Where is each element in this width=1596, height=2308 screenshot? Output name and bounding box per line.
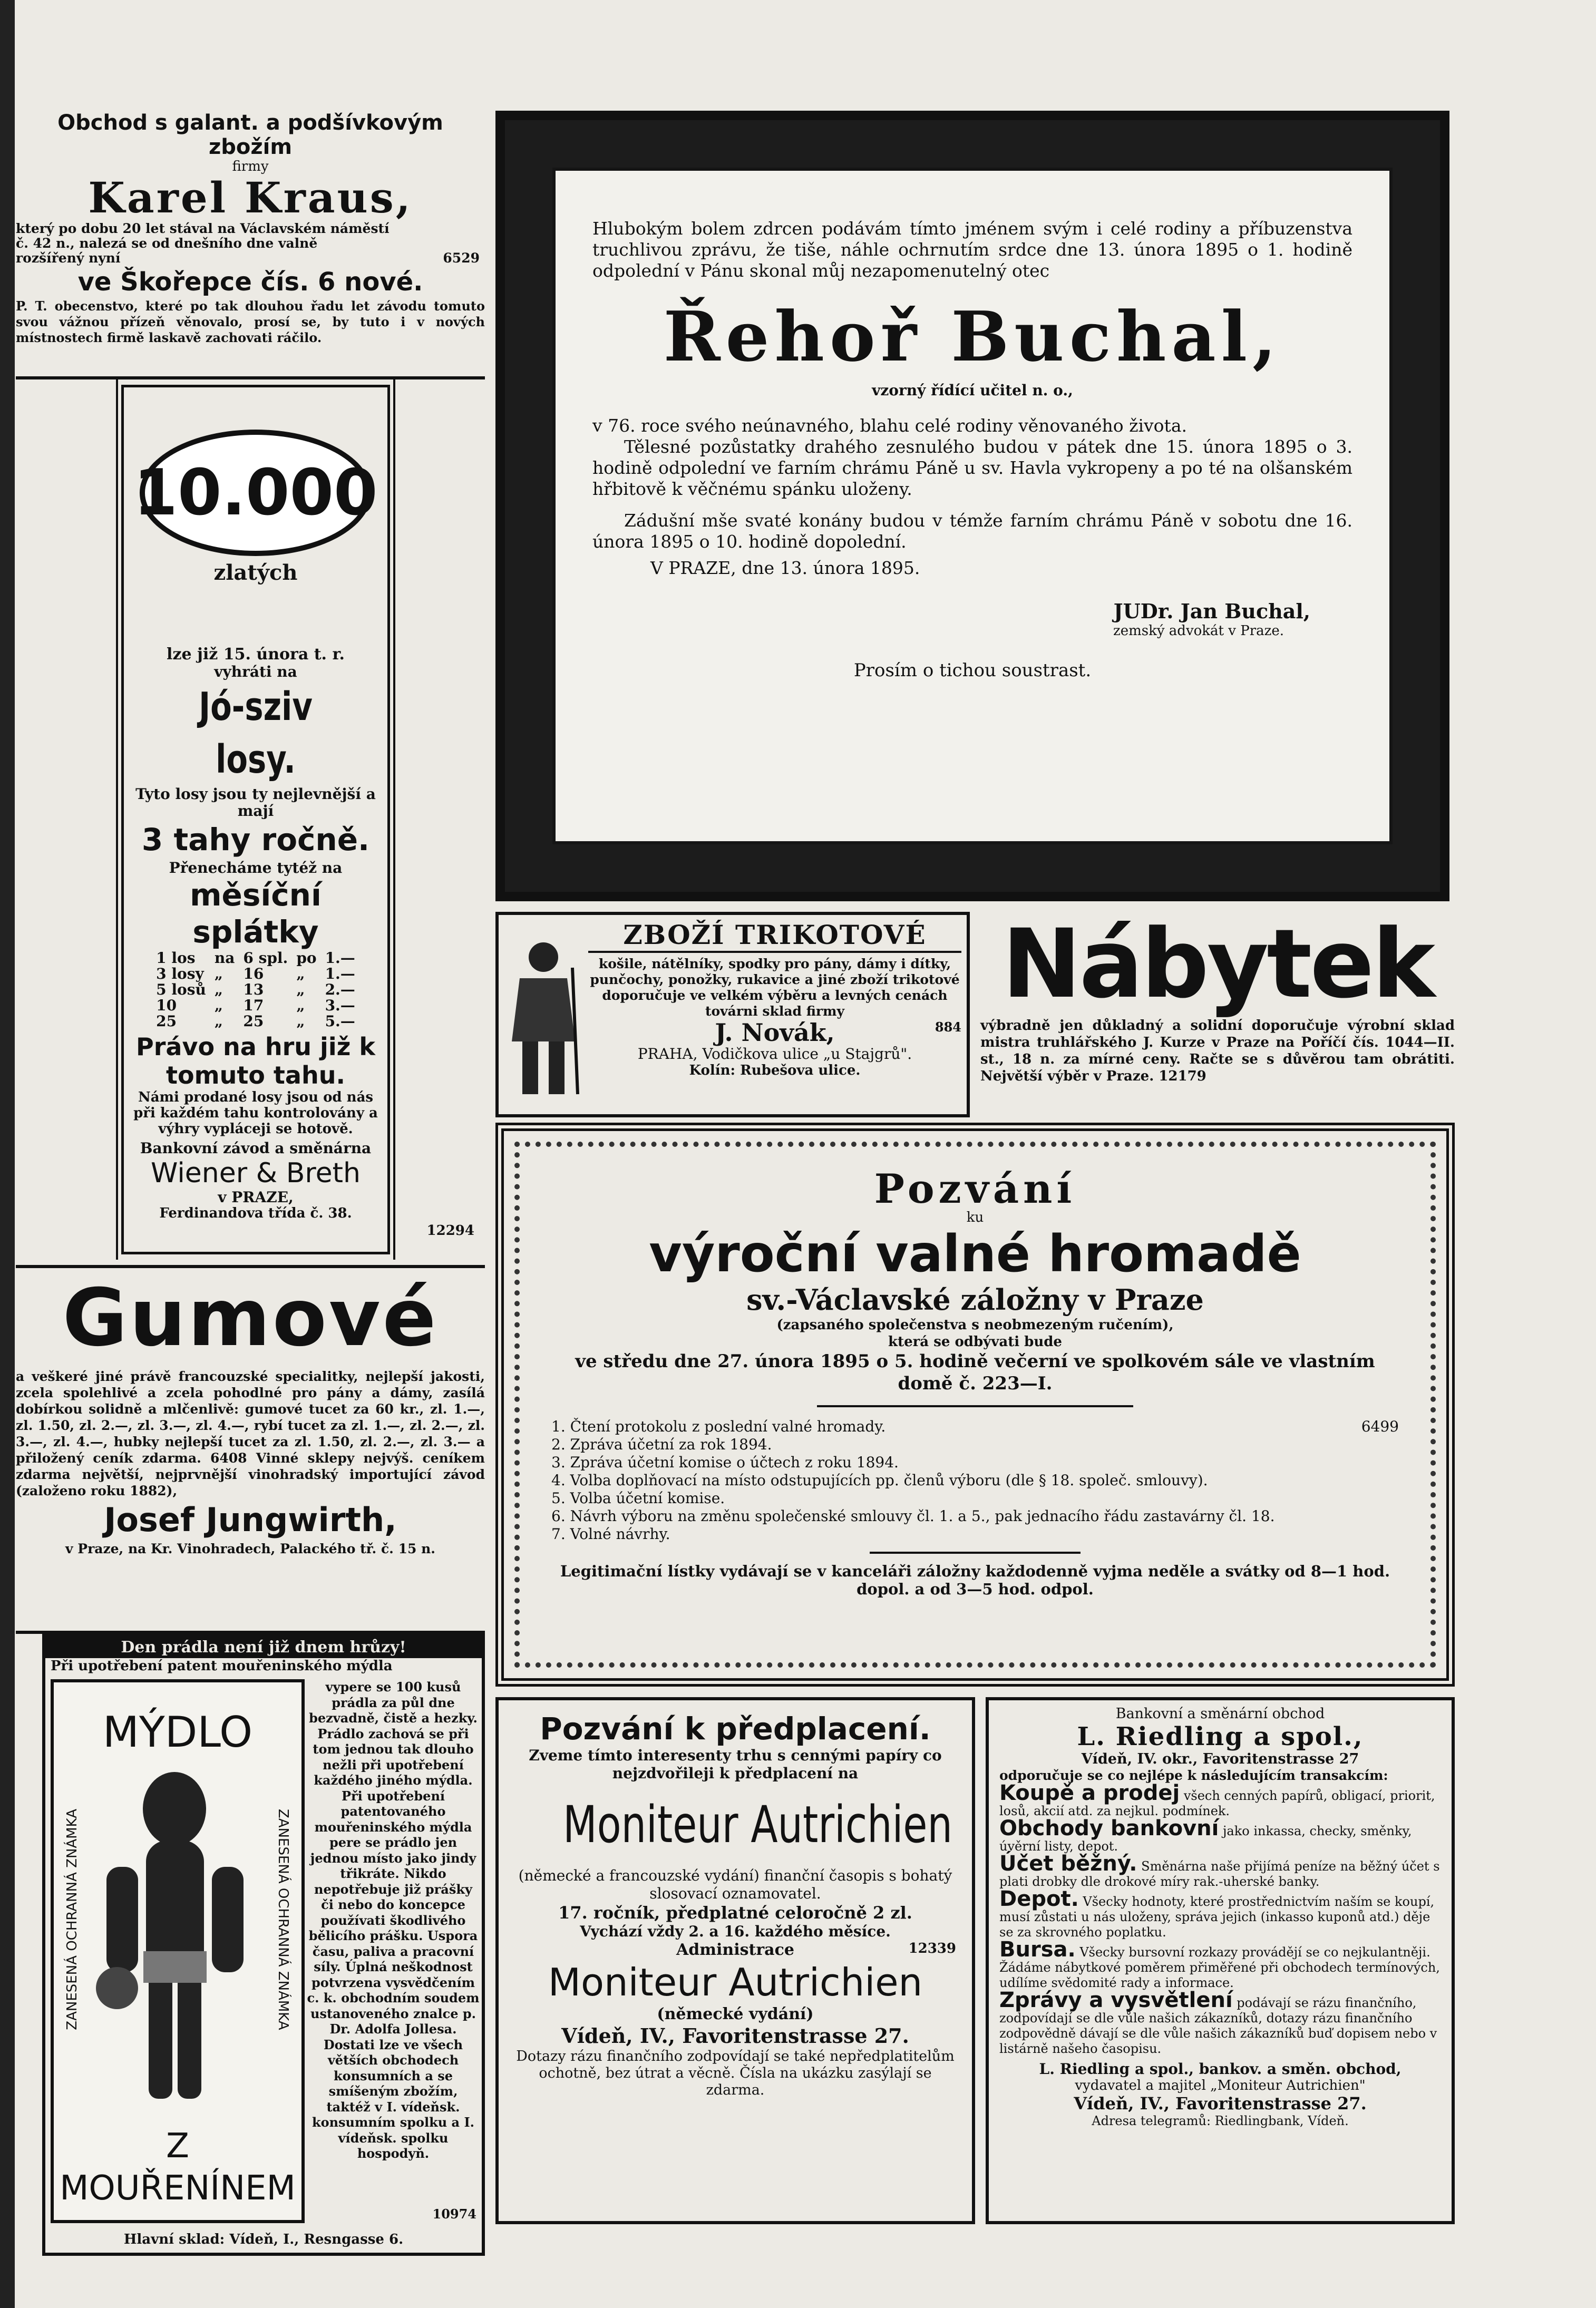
bank-item-text: všech cenných papírů, obligací, priorit, losů, akcií atd. za nejkul. podmínek.: [999, 1788, 1435, 1818]
invitation-name: sv.-Václavské záložny v Praze: [746, 1283, 1204, 1317]
list-item: [999, 1937, 1441, 1991]
gumove-title: Gumové: [62, 1272, 439, 1364]
tricot-text: košile, nátělníky, spodky pro pány, dámy i dítky, punčochy, ponožky, rukavice a jiné zboží trikotové doporučuje ve velkém výběru a levných cenách továrni sklad firmy: [590, 956, 960, 1019]
moor-figure-icon: [54, 1761, 295, 2130]
soap-badge-bottom: Z MOUŘENÍNEM: [60, 2127, 296, 2208]
lottery-unit: zlatých: [213, 560, 298, 585]
obituary-text4: Zádušní mše svaté konány budou v témže farním chrámu Páně v sobotu dne 16. února 1895 o 10. hodině dopolední.: [592, 510, 1352, 552]
list-item: 1. Čtení protokolu z poslední valné hromady.: [551, 1418, 886, 1435]
kraus-line4: č. 42 n., nalezá se od dnešního dne valně: [16, 236, 318, 251]
soap-text: vypere se 100 kusů prádla za půl dne bezvadně, čistě a hezky. Prádlo zachová se při tom jednou tak dlouho nežli při upotřebení každého jiného mýdla. Při upotřebení patentovaného mouřeninského mýdla pere se prádlo jen jednou místo jako jindy třikráte. Nikdo nepotřebuje již prášky či nebo do koncepce používati škodlivého bělicího prášku. Uspora času, paliva a pracovní síly. Úplná neškodnost potvrzena vysvědčením c. k. obchodním soudem ustanoveného znalce p. Dr. Adolfa Jollesa. Dostati lze ve všech větších obchodech konsumních a se smíšeným zbožím, taktéž v I. vídeňsk. konsumním spolku a I. vídeňsk. spolku hospodyň.: [307, 1679, 480, 2161]
moniteur-admin: Administrace: [676, 1941, 794, 1959]
soap-badge-top: MÝDLO: [102, 1708, 253, 1757]
bank-footer4: Adresa telegramů: Riedlingbank, Vídeň.: [1092, 2114, 1349, 2128]
list-item: 5. Volba účetní komise.: [551, 1489, 725, 1507]
lottery-draws: 3 tahy ročně.: [141, 822, 370, 858]
tricot-ad: [495, 912, 970, 1117]
invitation-k: ku: [966, 1210, 984, 1225]
bank-item-text: Všecky hodnoty, které prostřednictvím naším se koupí, musí zůstati u nás uloženy, správa jejich (inkasso kuponů atd.) děje se za skrovného poplatku.: [999, 1894, 1435, 1940]
invitation-when: ve středu dne 27. února 1895 o 5. hodině večerní ve spolkovém sále ve vlastním domě č. 223—I.: [575, 1351, 1375, 1394]
furniture-text: výbradně jen důkladný a solidní doporučuje výrobní sklad mistra truhlářského J. Kurze v Praze na Poříčí čís. 1044—II. st., 18 n. za mírné ceny. Račte se s důvěrou tam obrátiti. Největší výběr v Praze. 12179: [980, 1018, 1455, 1084]
obituary-plaque: [552, 168, 1393, 844]
obituary-signer-title: zemský advokát v Praze.: [1113, 623, 1284, 639]
kraus-num: 6529: [443, 250, 480, 266]
moniteur-ad: [495, 1697, 975, 2224]
moniteur-year: 17. ročník, předplatné celoročně 2 zl.: [558, 1903, 912, 1923]
bank-item-label: Obchody bankovní: [999, 1816, 1219, 1840]
list-item: [999, 1781, 1441, 1819]
lottery-bank: Bankovní závod a směnárna: [140, 1140, 372, 1157]
moniteur-text1: Zveme tímto interesenty trhu s cennými papíry co nejzdvořileji k předplacení na: [529, 1747, 942, 1782]
list-item: 7. Volné návrhy.: [551, 1525, 670, 1543]
bank-item-text: Všecky bursovní rozkazy provádějí se co nejkulantněji. Žádáme nábytkové poměrem přiměřené při obchodech termínových, udílíme svědomité rady a informace.: [999, 1945, 1440, 1990]
moniteur-title: Pozvání k předplacení.: [540, 1711, 931, 1747]
divider: [870, 1552, 1081, 1554]
lottery-city: v PRAZE,: [218, 1189, 294, 1206]
moniteur-address: Vídeň, IV., Favoritenstrasse 27.: [561, 2024, 909, 2048]
list-item: [999, 1816, 1441, 1854]
tricot-title: ZBOŽÍ TRIKOTOVÉ: [588, 919, 961, 953]
bank-item-label: Účet běžný.: [999, 1852, 1137, 1876]
bank-item-text: Směnárna naše přijímá peníze na běžný účet s plati drobky dle drokové míry rak.-uherské banky.: [999, 1859, 1440, 1889]
invitation-sub: (zapsaného společenstva s neobmezeným ručením),: [776, 1317, 1174, 1333]
invitation-headline: výroční valné hromadě: [649, 1224, 1301, 1283]
lottery-line3: Tyto losy jsou ty nejlevnější a mají: [135, 785, 376, 820]
kraus-address: ve Škořepce čís. 6 nové.: [77, 267, 423, 297]
obituary-closing: Prosím o tichou soustrast.: [853, 660, 1092, 681]
divider: [817, 1405, 1133, 1407]
lottery-title: Jó-sziv losy.: [199, 684, 313, 782]
gumove-text: a veškeré jiné právě francouzské specialitky, nejlepší jakosti, zcela spolehlivé a zcela pohodlné pro pány a dámy, zasílá dobírkou solidně a mlčenlivě: gumové tucet za 60 kr., zl. 1.—, zl. 1.50, zl. 2.—, zl. 3.—, zl. 4.—, rybí tucet za zl. 1.—, zl. 2.—, zl. 3.—, zl. 4.—, hubky nejlepší tucet za zl. 1.50, zl. 2.—, zl. 3.— a přiložený ceník zdarma. 6408 Vinné sklepy nejvýš. ceníkem zdarma největší, nejprvnější vinohradský importující závod (založeno roku 1882),: [16, 1369, 485, 1498]
kraus-name: Karel Kraus,: [88, 173, 413, 222]
gumove-ad: [16, 1265, 485, 1634]
tricot-address: PRAHA, Vodičkova ulice „u Stajgrů".: [637, 1045, 912, 1063]
invitation-ad: [495, 1123, 1455, 1687]
table-row: 5 losů „ 13 „ 2.—: [156, 981, 355, 998]
bank-footer2: vydavatel a majitel „Moniteur Autrichien": [1075, 2078, 1366, 2093]
list-item: [999, 1988, 1441, 2057]
invitation-title: Pozvání: [874, 1165, 1076, 1212]
bank-name: L. Riedling a spol.,: [1077, 1722, 1364, 1751]
soap-ad: [42, 1634, 485, 2256]
obituary-date: V PRAZE, dne 13. února 1895.: [650, 558, 920, 578]
kraus-line1: Obchod s galant. a podšívkovým zbožím: [57, 111, 443, 159]
obituary-title: vzorný řídící učitel n. o.,: [872, 382, 1073, 399]
bank-line1: Bankovní a směnární obchod: [1115, 1706, 1325, 1722]
moniteur-freq: Vychází vždy 2. a 16. každého měsíce.: [580, 1923, 891, 1940]
kraus-line5: rozšířený nyní: [16, 250, 121, 266]
lottery-line4: Přenecháme tytéž na: [169, 859, 343, 877]
lottery-line2: vyhráti na: [214, 663, 297, 680]
moniteur-name2: Moniteur Autrichien: [548, 1960, 923, 2004]
lottery-installments: měsíční splátky: [190, 877, 322, 950]
table-row: 3 losy „ 16 „ 1.—: [156, 965, 355, 982]
bank-item-text: podávají se rázu finančního, zodpovídají se dle vůle našich zákazníků, dotazy rázu finančního zodpovědně dávají se dle vůle našich zákazníků buď dopisem nebo v listárně našeho časopisu.: [999, 1995, 1437, 2056]
bank-item-label: Bursa.: [999, 1937, 1076, 1962]
gumove-address: v Praze, na Kr. Vinohradech, Palackého tř. č. 15 n.: [65, 1541, 435, 1556]
page-edge: [0, 0, 15, 2308]
bank-item-label: Zprávy a vysvětlení: [999, 1988, 1233, 2012]
tricot-firm: J. Novák,: [715, 1018, 835, 1047]
kraus-text: P. T. obecenstvo, které po tak dlouhou řadu let závodu tomuto svou vážnou přízeň věnovalo, prosí se, by tuto i v nových místnostech firmě laskavě zachovati ráčilo.: [16, 298, 485, 345]
bank-item-label: Koupě a prodej: [999, 1781, 1180, 1805]
list-item: 4. Volba doplňovací na místo odstupujících pp. členů výboru (dle § 18. společ. smlouvy).: [551, 1472, 1208, 1489]
bank-ad: [986, 1697, 1455, 2224]
soap-headline: Den prádla není již dnem hrůzy!: [45, 1637, 482, 1658]
kraus-ad: [16, 111, 485, 379]
moniteur-num: 12339: [908, 1941, 956, 1956]
invitation-num: 6499: [1361, 1418, 1399, 1435]
table-row: 10 „ 17 „ 3.—: [156, 997, 355, 1014]
lottery-table: [152, 950, 359, 1029]
moniteur-text2: (německé a francouzské vydání) finanční časopis s bohatý slosovací oznamovatel.: [518, 1867, 952, 1902]
bank-footer1: L. Riedling a spol., bankov. a směn. obchod,: [1039, 2060, 1402, 2078]
bank-item-text: jako inkassa, checky, směnky, úvěrní listy, depot.: [999, 1824, 1412, 1854]
lottery-text: Námi prodané losy jsou od nás při každém tahu kontrolovány a výhry vypláceji se hotově.: [133, 1089, 378, 1137]
bank-item-label: Depot.: [999, 1887, 1079, 1911]
obituary-text3: Tělesné pozůstatky drahého zesnulého budou v pátek dne 15. února 1895 o 3. hodině odpolední ve farním chrámu Páně u sv. Havla vykropeny a po té na olšanském hřbitově k věčnému spánku uloženy.: [592, 436, 1352, 499]
obituary-ad: [495, 111, 1449, 901]
invitation-sub2: která se odbývati bude: [888, 1334, 1062, 1350]
lottery-line1: lze již 15. února t. r.: [167, 645, 345, 664]
obituary-text1: Hlubokým bolem zdrcen podávám tímto jménem svým i celé rodiny a příbuzenstva truchlivou zprávu, že tiše, náhle ochrnutím srdce dne 13. února 1895 o 1. hodině odpolední v Pánu skonal můj nezapomenutelný otec: [592, 218, 1352, 281]
lottery-amount: 10.000: [140, 430, 372, 556]
gumove-name: Josef Jungwirth,: [104, 1501, 397, 1539]
list-item: 6. Návrh výboru na změnu společenské smlouvy čl. 1. a 5., pak jednacího řádu zastavárny čl. 18.: [551, 1507, 1275, 1525]
lottery-ad: [16, 379, 485, 1265]
lottery-firm: Wiener & Breth: [151, 1157, 361, 1189]
soap-ring-right: ZANESENÁ OCHRANNÁ ZNÁMKA: [275, 1809, 291, 2030]
list-item: 2. Zpráva účetní za rok 1894.: [551, 1436, 772, 1453]
table-row: 25 „ 25 „ 5.—: [156, 1012, 355, 1030]
tricot-num: 884: [935, 1019, 961, 1035]
obituary-name: Řehoř Buchal,: [663, 296, 1282, 377]
furniture-title: Nábytek: [1001, 909, 1434, 1019]
moniteur-name: Moniteur Autrichien: [563, 1795, 952, 1854]
invitation-note: Legitimační lístky vydávají se v kanceláři záložny každodenně vyjma neděle a svátky od 8—1 hod. dopol. a od 3—5 hod. odpol.: [560, 1562, 1390, 1598]
table-row: 1 los na 6 spl. po 1.—: [156, 949, 355, 967]
obituary-signer: JUDr. Jan Buchal,: [1113, 599, 1310, 623]
list-item: [999, 1852, 1441, 1890]
moniteur-text3: Dotazy rázu finančního zodpovídají se také nepředplatitelům ochotně, bez útrat a věcně. Čísla na ukázku zasýlají se zdarma.: [516, 2048, 955, 2098]
lottery-num: 12294: [426, 1223, 474, 1239]
lottery-right: Právo na hru již k tomuto tahu.: [136, 1033, 375, 1089]
soap-ring-left: ZANESENÁ OCHRANNÁ ZNÁMKA: [64, 1809, 80, 2030]
obituary-text2: v 76. roce svého neúnavného, blahu celé rodiny věnovaného života.: [592, 415, 1187, 436]
bank-intro: odporučuje se co nejlépe k následujícím transakcím:: [999, 1768, 1388, 1783]
furniture-ad: [980, 909, 1455, 1117]
list-item: 3. Zpráva účetní komise o účtech z roku 1894.: [551, 1454, 899, 1471]
list-item: [999, 1887, 1441, 1940]
kraus-line3: který po dobu 20 let stával na Václavském náměstí: [16, 221, 390, 236]
soap-num: 10974: [432, 2206, 476, 2222]
bank-footer3: Vídeň, IV., Favoritenstrasse 27.: [1074, 2093, 1367, 2114]
soap-line1: Při upotřebení patent mouřeninského mýdla: [51, 1658, 393, 1674]
tricot-branch: Kolín: Rubešova ulice.: [689, 1063, 861, 1078]
kraus-line2: firmy: [232, 159, 269, 174]
bank-address: Vídeň, IV. okr., Favoritenstrasse 27: [1081, 1751, 1359, 1767]
lottery-street: Ferdinandova třída č. 38.: [159, 1205, 352, 1221]
soap-badge: [51, 1679, 305, 2223]
moniteur-ed: (německé vydání): [657, 2005, 814, 2023]
traveler-figure-icon: [504, 936, 583, 1099]
soap-footer: Hlavní sklad: Vídeň, I., Resngasse 6.: [123, 2232, 404, 2247]
